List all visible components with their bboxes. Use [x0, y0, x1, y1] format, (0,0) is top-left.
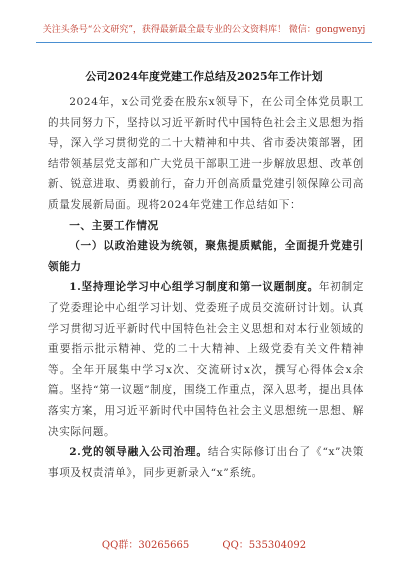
item-2-paragraph — [48, 442, 364, 483]
header-divider — [36, 42, 372, 43]
document-body — [48, 92, 364, 483]
item-1-lead: 1.坚持理论学习中心组学习制度和第一议题制度。 — [69, 281, 319, 294]
item-1-text: 年初制定了党委理论中心组学习计划、党委班子成员交流研讨计划。认真学习贯彻习近平新时代中国特色社会主义思想和对本行业领域的重要指示批示精神、党的二十大精神、上级党委有关文件精神等。全年开展集中学习x次、交流研讨x次，撰写心得体会x余篇。坚持“第一议题”制度，围绕工作重点，深入思考，提出具体落实方案，用习近平新时代中国特色社会主义思想统一思想、解决实际问题。 — [48, 281, 365, 438]
item-1-paragraph — [48, 277, 364, 442]
page-title: 公司2024年度党建工作总结及2025年工作计划 — [85, 70, 323, 83]
section-heading: 一、主要工作情况 — [69, 219, 159, 232]
intro-paragraph: 2024年，x公司党委在股东x领导下，在公司全体党员职工的共同努力下，坚持以习近平新时代中国特色社会主义思想为指导，深入学习贯彻党的二十大精神和中共、省市委决策部署，团结带领基层党支部和广大党员干部职工进一步解放思想、改革创新、锐意进取、勇毅前行，奋力开创高质量党建引领保障公司高质量发展新局面。现将2024年党建工作总结如下： — [48, 96, 364, 211]
subsection-heading: （一）以政治建设为统领，聚焦提质赋能，全面提升党建引领能力 — [48, 240, 364, 273]
footer-qq-group: QQ群：30265665 — [101, 540, 190, 551]
footer-contact — [0, 536, 408, 551]
footer-qq: QQ：535304092 — [222, 540, 307, 551]
item-2-text: 结合实际修订出台了《“x”决策事项及权责清单》，同步更新录入“x”系统。 — [48, 446, 365, 479]
item-2-lead: 2.党的领导融入公司治理。 — [69, 446, 208, 459]
header-promo-note: 关注头条号“公文研究”，获得最新最全最专业的公文资料库！ 微信：gongwenyj — [42, 25, 366, 35]
